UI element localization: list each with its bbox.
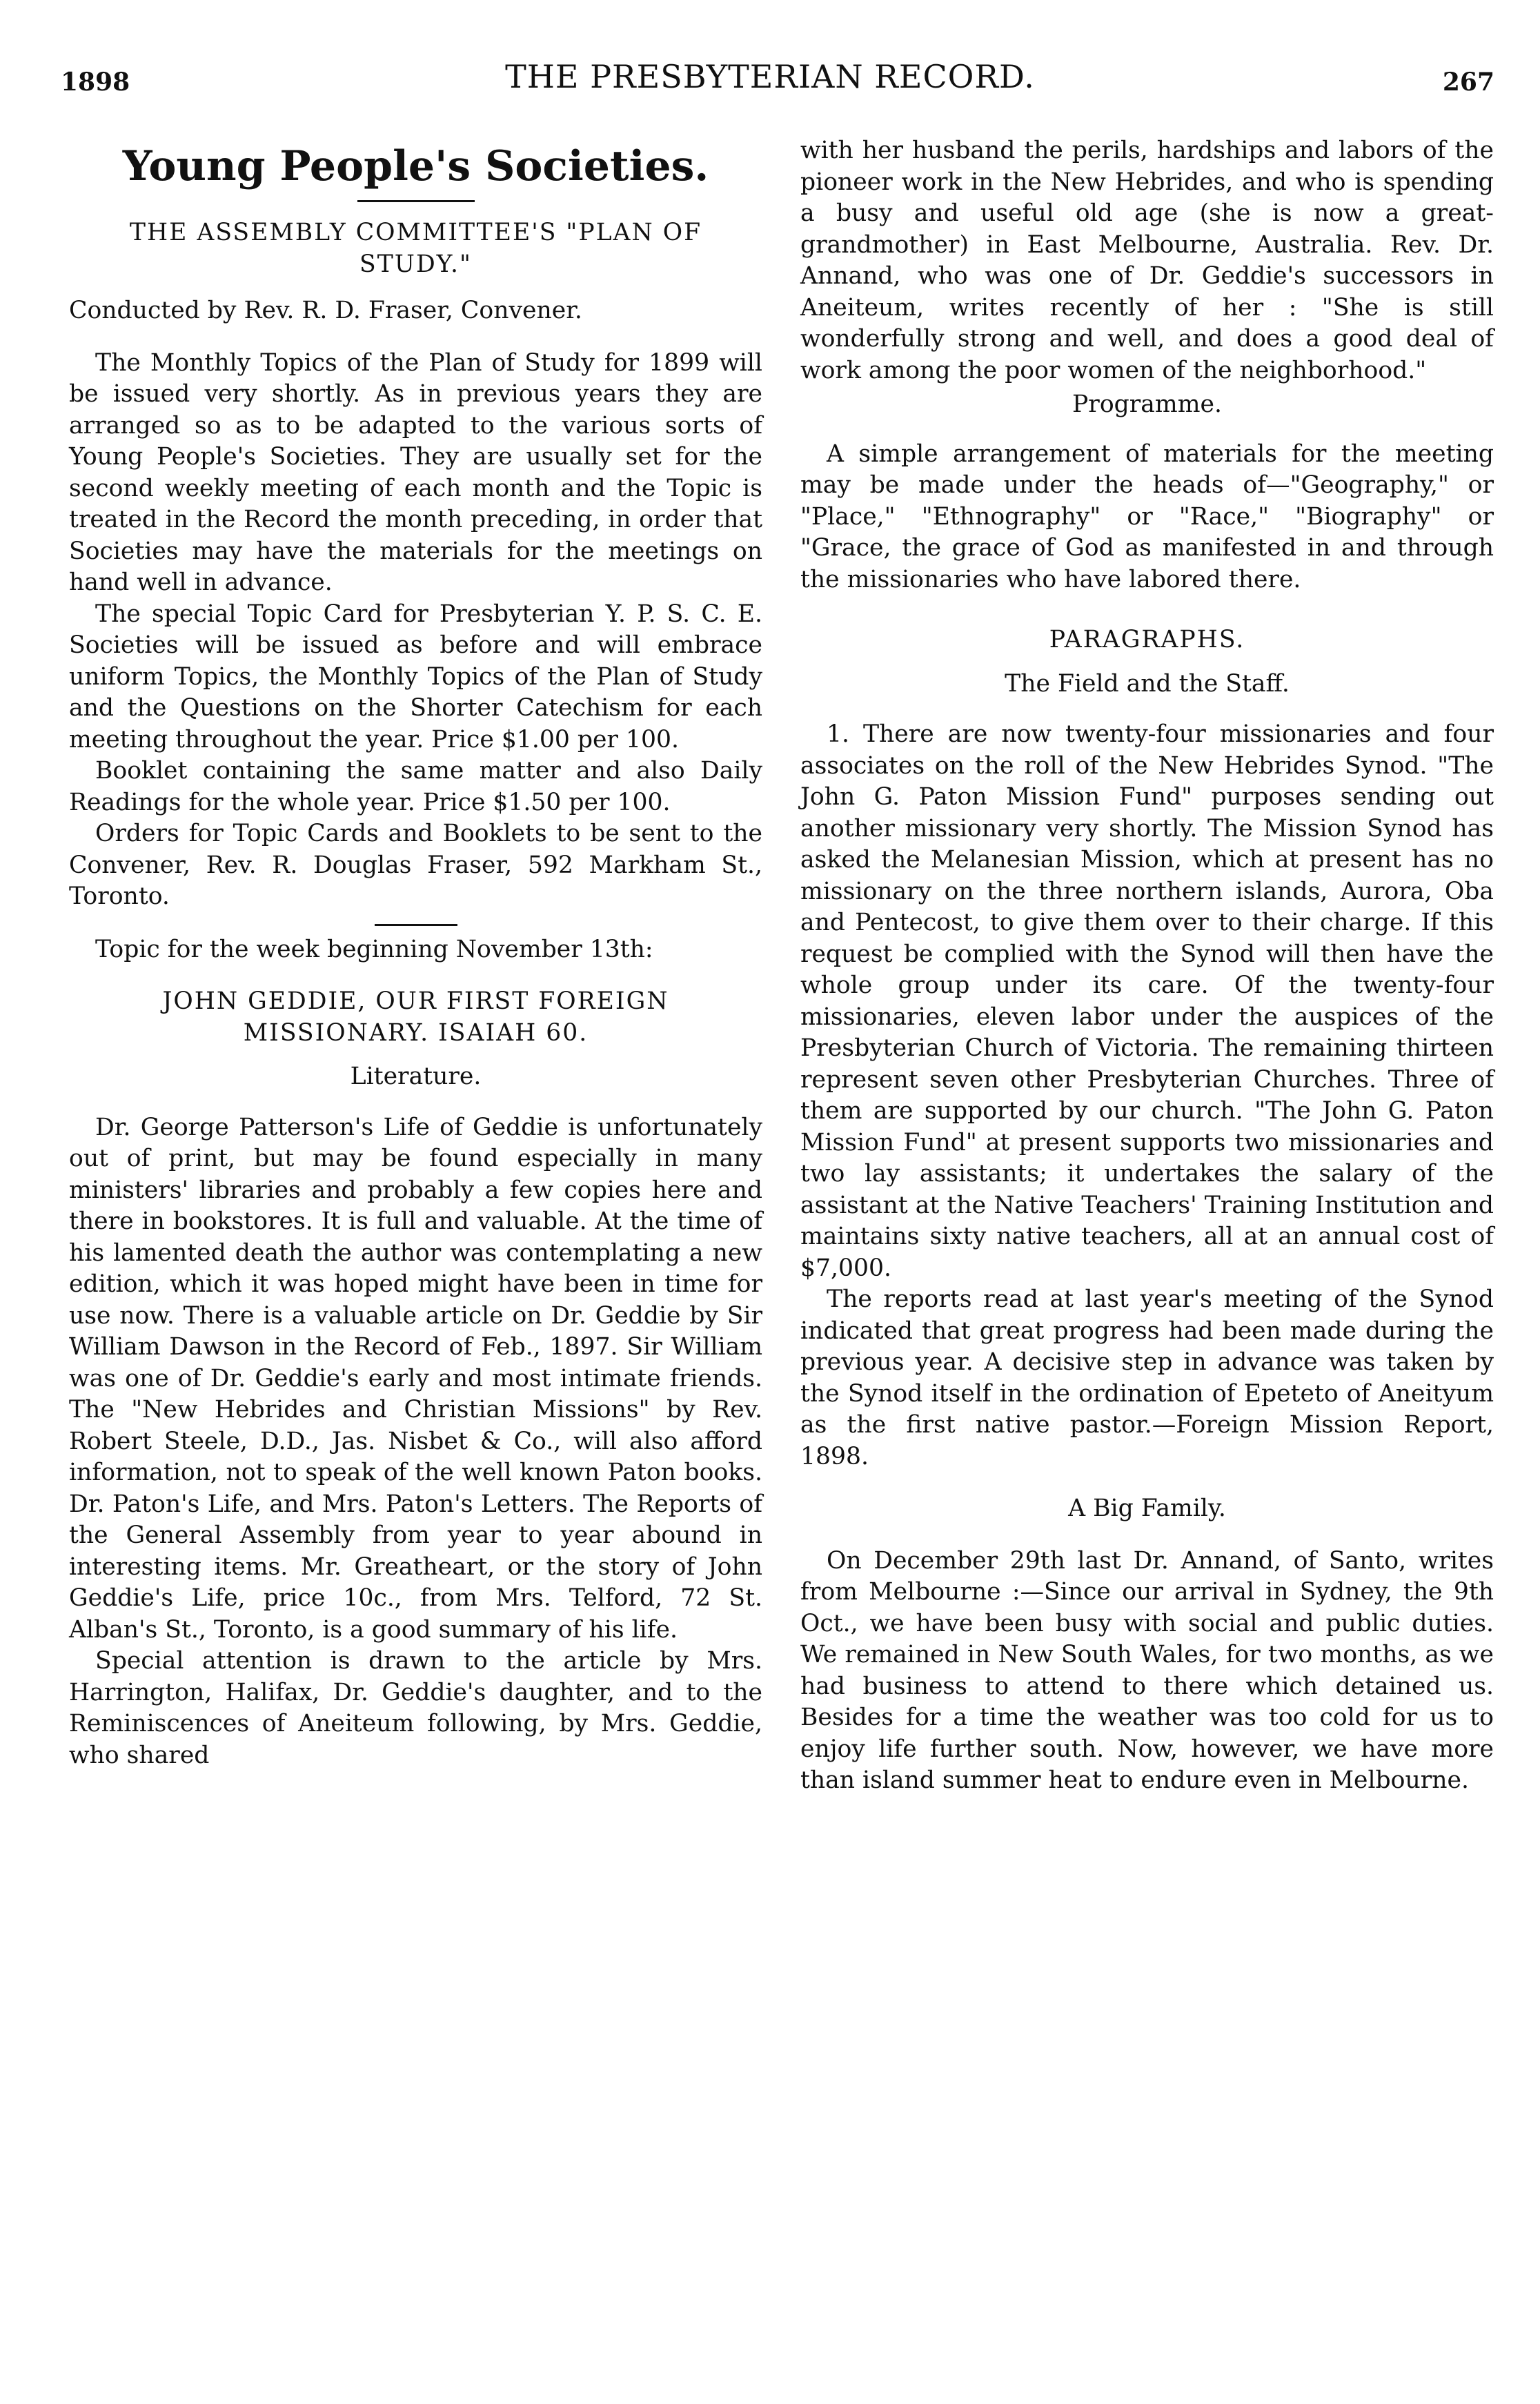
literature-heading: Literature.: [350, 1063, 482, 1090]
paragraph-continued: with her husband the perils, hardships and labors of the pioneer work in the New Hebrides, and who is spending a busy and useful old age (she is now a great-grandmother) in East Melbourne, Australia. Rev. Dr. Annand, who was one of Dr. Geddie's successors in Aneiteum, writes recently of her : "She is still wonderfully strong and well, and does a good deal of work among the poor women of the neighborhood.": [800, 137, 1494, 384]
paragraph-programme: A simple arrangement of materials for the meeting may be made under the heads of—"Geography," or "Place," "Ethnography" or "Race," "Biography" or "Grace, the grace of God as manifested in and through the missionaries who have labored there.: [800, 440, 1494, 593]
header-page-number: 267: [1442, 68, 1494, 97]
topic-intro: Topic for the week beginning November 13th:: [95, 935, 653, 963]
paragraph-reports: The reports read at last year's meeting of the Synod indicated that great progress had been made during the previous year. A decisive step in advance was taken by the Synod itself in the ordination of Epeteto of Aneityum as the first native pastor.—Foreign Mission Report, 1898.: [800, 1285, 1494, 1470]
paragraphs-heading: PARAGRAPHS.: [1049, 626, 1245, 653]
paragraph-orders: Orders for Topic Cards and Booklets to be sent to the Convener, Rev. R. Douglas Fraser, 592 Markham St., Toronto.: [69, 820, 762, 910]
programme-heading: Programme.: [1072, 391, 1222, 418]
header-title: THE PRESBYTERIAN RECORD.: [505, 58, 1035, 95]
paragraph-special-attention: Special attention is drawn to the article by Mrs. Harrington, Halifax, Dr. Geddie's daughter, and to the Reminiscences of Aneiteum following, by Mrs. Geddie, who shared: [69, 1647, 762, 1769]
paragraph-monthly-topics: The Monthly Topics of the Plan of Study for 1899 will be issued very shortly. As in previous years they are arranged so as to be adapted to the various sorts of Young People's Societies. They are usually set for the second weekly meeting of each month and the Topic is treated in the Record the month preceding, in order that Societies may have the materials for the meetings on hand well in advance.: [69, 348, 762, 596]
section-rule: [375, 924, 457, 926]
paragraph-field-staff: 1. There are now twenty-four missionaries and four associates on the roll of the New Hebrides Synod. "The John G. Paton Mission Fund" purposes sending out another missionary very shortly. The Mission Synod has asked the Melanesian Mission, which at present has no missionary on the three northern islands, Aurora, Oba and Pentecost, to give them over to their charge. If this request be complied with the Synod will then have the whole group under its care. Of the twenty-four missionaries, eleven labor under the auspices of the Presbyterian Church of Victoria. The remaining thirteen represent seven other Presbyterian Churches. Three of them are supported by our church. "The John G. Paton Mission Fund" at present supports two missionaries and two lay assistants; it undertakes the salary of the assistant at the Native Teachers' Training Institution and maintains sixty native teachers, all at an annual cost of $7,000.: [800, 720, 1494, 1282]
family-heading: A Big Family.: [1068, 1495, 1226, 1522]
right-column: [800, 135, 1494, 1797]
paragraph-big-family: On December 29th last Dr. Annand, of Santo, writes from Melbourne :—Since our arrival in Sydney, the 9th Oct., we have been busy with social and public duties. We remained in New South Wales, for two months, as we had business to attend to there which detained us. Besides for a time the weather was too cold for us to enjoy life further south. Now, however, we have more than island summer heat to endure even in Melbourne.: [800, 1546, 1494, 1794]
section-title: Young People's Societies.: [122, 142, 709, 190]
paragraph-topic-card: The special Topic Card for Presbyterian Y. P. S. C. E. Societies will be issued as before and will embrace uniform Topics, the Monthly Topics of the Plan of Study and the Questions on the Shorter Catechism for each meeting throughout the year. Price $1.00 per 100.: [69, 600, 762, 753]
conducted-by: Conducted by Rev. R. D. Fraser, Convener.: [69, 297, 582, 324]
header-year: 1898: [61, 68, 130, 97]
left-column: [69, 138, 762, 1771]
title-rule: [357, 200, 475, 202]
paragraph-literature: Dr. George Patterson's Life of Geddie is unfortunately out of print, but may be found especially in many ministers' libraries and probably a few copies here and there in bookstores. It is full and valuable. At the time of his lamented death the author was contemplating a new edition, which it was hoped might have been in time for use now. There is a valuable article on Dr. Geddie by Sir William Dawson in the Record of Feb., 1897. Sir William was one of Dr. Geddie's early and most intimate friends. The "New Hebrides and Christian Missions" by Rev. Robert Steele, D.D., Jas. Nisbet & Co., will also afford information, not to speak of the well known Paton books. Dr. Paton's Life, and Mrs. Paton's Letters. The Reports of the General Assembly from year to year abound in interesting items. Mr. Greatheart, or the story of John Geddie's Life, price 10c., from Mrs. Telford, 72 St. Alban's St., Toronto, is a good summary of his life.: [69, 1113, 762, 1644]
paragraph-booklet: Booklet containing the same matter and also Daily Readings for the whole year. Price $1.50 per 100.: [69, 757, 762, 816]
committee-heading: THE ASSEMBLY COMMITTEE'S "PLAN OF STUDY.": [129, 219, 702, 278]
field-heading: The Field and the Staff.: [1005, 669, 1290, 698]
topic-heading: JOHN GEDDIE, OUR FIRST FOREIGN MISSIONARY. ISAIAH 60.: [162, 987, 669, 1047]
